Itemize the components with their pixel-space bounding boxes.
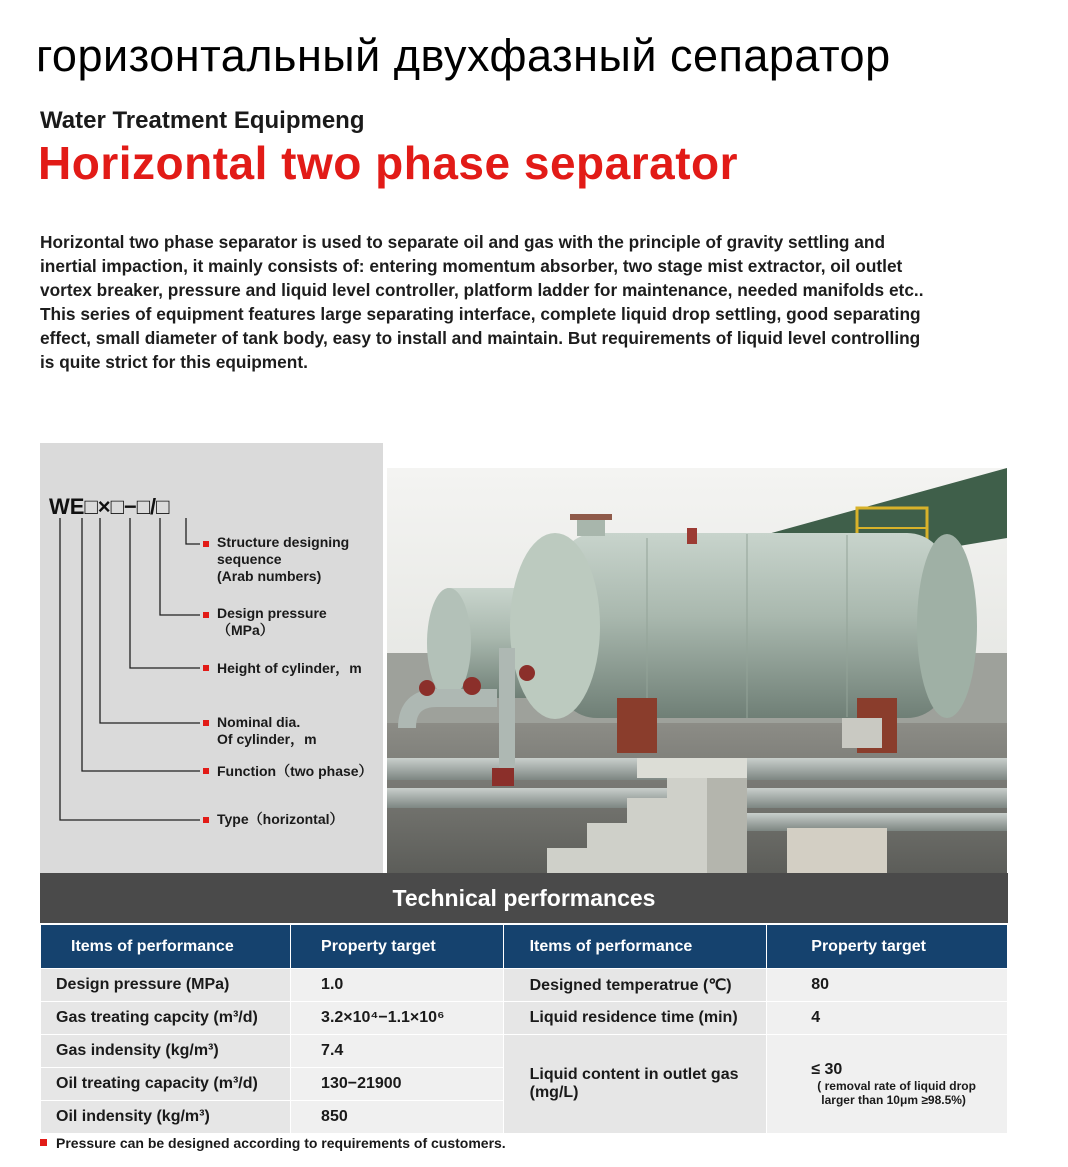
col-header: Property target xyxy=(767,925,1008,969)
table-header-row xyxy=(41,925,1008,969)
code-label-diameter xyxy=(217,714,317,748)
table-row xyxy=(41,1002,1008,1035)
table-cell: Oil indensity (kg/m³) xyxy=(41,1101,291,1134)
table-cell: Oil treating capacity (m³/d) xyxy=(41,1068,291,1101)
footnote xyxy=(40,1135,506,1151)
description-line: This series of equipment features large separating interface, complete liquid drop settling, good separating xyxy=(40,304,921,324)
col-header: Property target xyxy=(291,925,504,969)
separator-tanks-photo xyxy=(387,468,1007,873)
table-cell: Gas treating capcity (m³/d) xyxy=(41,1002,291,1035)
merged-note-line: ( removal rate of liquid drop xyxy=(817,1079,976,1093)
bullet-icon xyxy=(40,1139,47,1146)
table-cell: 4 xyxy=(767,1002,1008,1035)
label-line: Function（two phase） xyxy=(217,763,373,779)
performance-table xyxy=(40,924,1008,1134)
table-row xyxy=(41,969,1008,1002)
description-line: is quite strict for this equipment. xyxy=(40,352,308,372)
table-cell: 130−21900 xyxy=(291,1068,504,1101)
code-label-function xyxy=(217,763,373,780)
label-line: Of cylinder，m xyxy=(217,731,317,747)
table-cell: Designed temperatrue (℃) xyxy=(503,969,767,1002)
code-label-height xyxy=(217,660,362,677)
code-label-structure xyxy=(217,534,349,585)
label-line: （MPa） xyxy=(217,622,274,638)
label-line: Height of cylinder，m xyxy=(217,660,362,676)
photo-illustration xyxy=(387,468,1007,873)
category-eyebrow: Water Treatment Equipmeng xyxy=(40,107,365,134)
merged-item-cell xyxy=(503,1035,767,1134)
description-line: Horizontal two phase separator is used to separate oil and gas with the principle of gravity settling and xyxy=(40,232,886,252)
label-line: sequence xyxy=(217,551,282,567)
leader-lines xyxy=(60,518,200,820)
merged-note-line: larger than 10μm ≥98.5%) xyxy=(821,1093,966,1107)
description-line: inertial impaction, it mainly consists of: entering momentum absorber, two stage mist extractor, oil outlet xyxy=(40,256,903,276)
model-code: WE□×□−□/□ xyxy=(49,494,170,519)
description-line: vortex breaker, pressure and liquid level controller, platform ladder for maintenance, needed manifolds etc.. xyxy=(40,280,924,300)
model-code-panel xyxy=(40,443,383,873)
table-row xyxy=(41,1035,1008,1068)
label-line: Design pressure xyxy=(217,605,327,621)
table-cell: 80 xyxy=(767,969,1008,1002)
table-cell: 1.0 xyxy=(291,969,504,1002)
model-code-diagram xyxy=(40,443,383,873)
col-header: Items of performance xyxy=(41,925,291,969)
label-line: Structure designing xyxy=(217,534,350,550)
label-line: Type（horizontal） xyxy=(217,811,344,827)
table-title-bar: Technical performances xyxy=(40,873,1008,923)
code-label-type xyxy=(217,811,344,828)
footnote-text: Pressure can be designed according to requirements of customers. xyxy=(56,1135,506,1151)
label-line: (Arab numbers) xyxy=(217,568,322,584)
page-title: Horizontal two phase separator xyxy=(38,137,739,189)
label-line: Nominal dia. xyxy=(217,714,301,730)
table-cell: 7.4 xyxy=(291,1035,504,1068)
code-label-pressure xyxy=(217,605,327,639)
description-line: effect, small diameter of tank body, easy to install and maintain. But requirements of liquid level controlling xyxy=(40,328,921,348)
label-bullets xyxy=(203,541,209,823)
merged-item-unit: (mg/L) xyxy=(529,1084,579,1101)
table-cell: Design pressure (MPa) xyxy=(41,969,291,1002)
merged-item: Liquid content in outlet gas xyxy=(529,1066,739,1083)
merged-value-cell xyxy=(767,1035,1008,1134)
merged-value: ≤ 30 xyxy=(811,1061,843,1078)
russian-title: горизонтальный двухфазный сепаратор xyxy=(36,30,891,81)
table-cell: Gas indensity (kg/m³) xyxy=(41,1035,291,1068)
col-header: Items of performance xyxy=(503,925,767,969)
table-cell: Liquid residence time (min) xyxy=(503,1002,767,1035)
description xyxy=(40,230,1030,374)
table-cell: 3.2×10⁴−1.1×10⁶ xyxy=(291,1002,504,1035)
table-cell: 850 xyxy=(291,1101,504,1134)
